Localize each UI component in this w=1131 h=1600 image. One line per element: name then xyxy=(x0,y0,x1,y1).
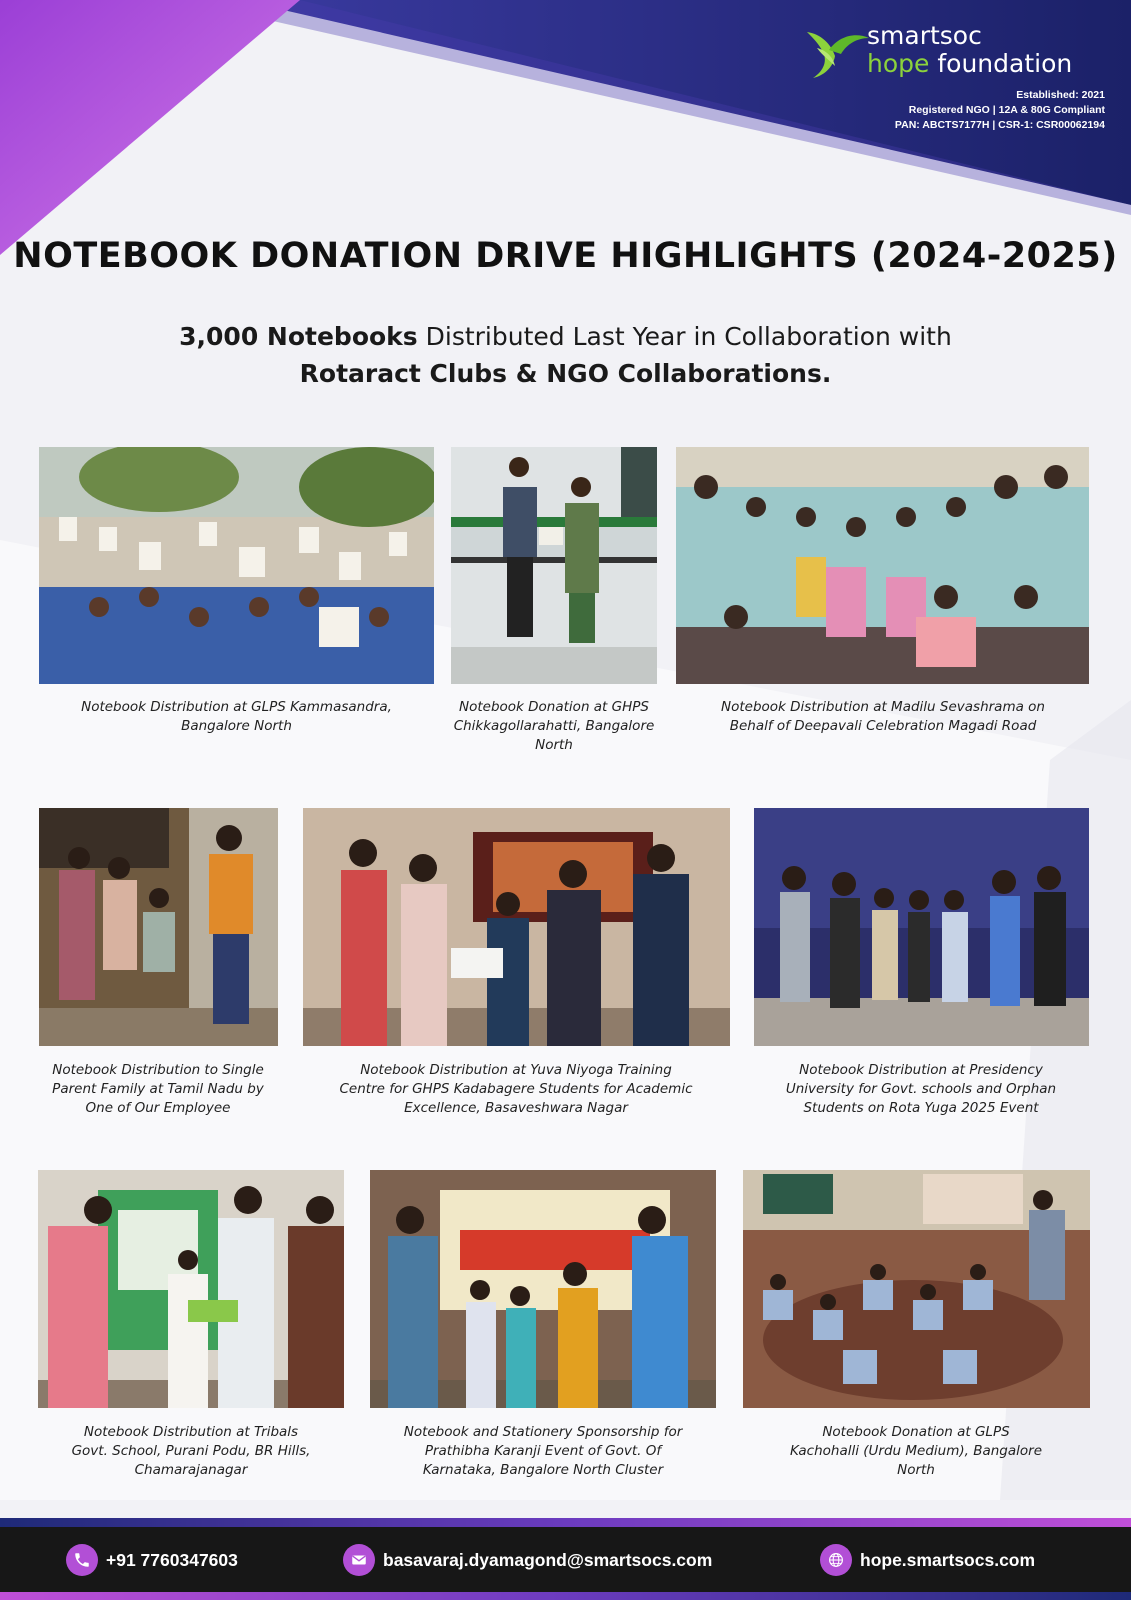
photo-kachohalli xyxy=(743,1170,1090,1408)
website-url: hope.smartsocs.com xyxy=(860,1549,1036,1570)
phone-number: +91 7760347603 xyxy=(106,1549,238,1570)
brand-hope: hope xyxy=(867,49,930,78)
caption-yuva-niyoga: Notebook Distribution at Yuva Niyoga Training Centre for GHPS Kadabagere Students for Academic Excellence, Basaveshwara Nagar xyxy=(339,1062,693,1116)
bird-logo-icon xyxy=(803,26,873,82)
page-title: NOTEBOOK DONATION DRIVE HIGHLIGHTS (2024-2025) xyxy=(13,236,1118,276)
mail-icon xyxy=(343,1544,375,1576)
partners-text: Rotaract Clubs & NGO Collaborations. xyxy=(299,359,832,388)
page-subtitle xyxy=(0,318,1131,392)
subtitle-rest: Distributed Last Year in Collaboration with xyxy=(417,322,952,351)
photo-prathibha-karanji xyxy=(370,1170,716,1408)
phone-icon xyxy=(66,1544,98,1576)
caption-tribals-school: Notebook Distribution at Tribals Govt. School, Purani Podu, BR Hills, Chamarajanagar xyxy=(71,1424,311,1478)
registration-info xyxy=(895,88,1105,133)
caption-prathibha-karanji: Notebook and Stationery Sponsorship for Prathibha Karanji Event of Govt. Of Karnataka, Bangalore North Cluster xyxy=(403,1424,683,1478)
brand-foundation: foundation xyxy=(937,49,1073,78)
registration-text: Registered NGO | 12A & 80G Compliant xyxy=(908,104,1105,116)
photo-madilu-sevashrama xyxy=(676,447,1089,684)
footer-bottom-stripe xyxy=(0,1592,1131,1600)
caption-kammasandra: Notebook Distribution at GLPS Kammasandra, Bangalore North xyxy=(81,699,392,734)
notebook-count: 3,000 Notebooks xyxy=(179,322,418,351)
caption-single-parent-family: Notebook Distribution to Single Parent Family at Tamil Nadu by One of Our Employee xyxy=(52,1062,264,1116)
photo-kammasandra xyxy=(39,447,434,684)
photo-chikkagollarahatti xyxy=(451,447,657,684)
email-contact[interactable] xyxy=(343,1543,712,1577)
photo-presidency-university xyxy=(754,808,1089,1046)
established-text: Established: 2021 xyxy=(1016,89,1105,101)
globe-icon xyxy=(820,1544,852,1576)
caption-kachohalli: Notebook Donation at GLPS Kachohalli (Urdu Medium), Bangalore North xyxy=(790,1424,1042,1478)
footer-top-stripe xyxy=(0,1518,1131,1527)
pan-csr-text: PAN: ABCTS7177H | CSR-1: CSR00062194 xyxy=(894,119,1105,131)
caption-madilu-sevashrama: Notebook Distribution at Madilu Sevashrama on Behalf of Deepavali Celebration Magadi Road xyxy=(721,699,1045,734)
phone-contact[interactable] xyxy=(66,1543,238,1577)
brand-name-line2 xyxy=(867,50,1072,78)
email-address: basavaraj.dyamagond@smartsocs.com xyxy=(383,1549,713,1570)
website-contact[interactable] xyxy=(820,1543,1035,1577)
smartsoc-logo xyxy=(803,22,1083,82)
photo-tribals-school xyxy=(38,1170,344,1408)
photo-single-parent-family xyxy=(39,808,278,1046)
photo-yuva-niyoga xyxy=(303,808,730,1046)
brand-name-line1: smartsoc xyxy=(867,21,982,50)
caption-chikkagollarahatti: Notebook Donation at GHPS Chikkagollarahatti, Bangalore North xyxy=(453,699,655,753)
caption-presidency-university: Notebook Distribution at Presidency University for Govt. schools and Orphan Students on Rota Yuga 2025 Event xyxy=(785,1062,1057,1116)
